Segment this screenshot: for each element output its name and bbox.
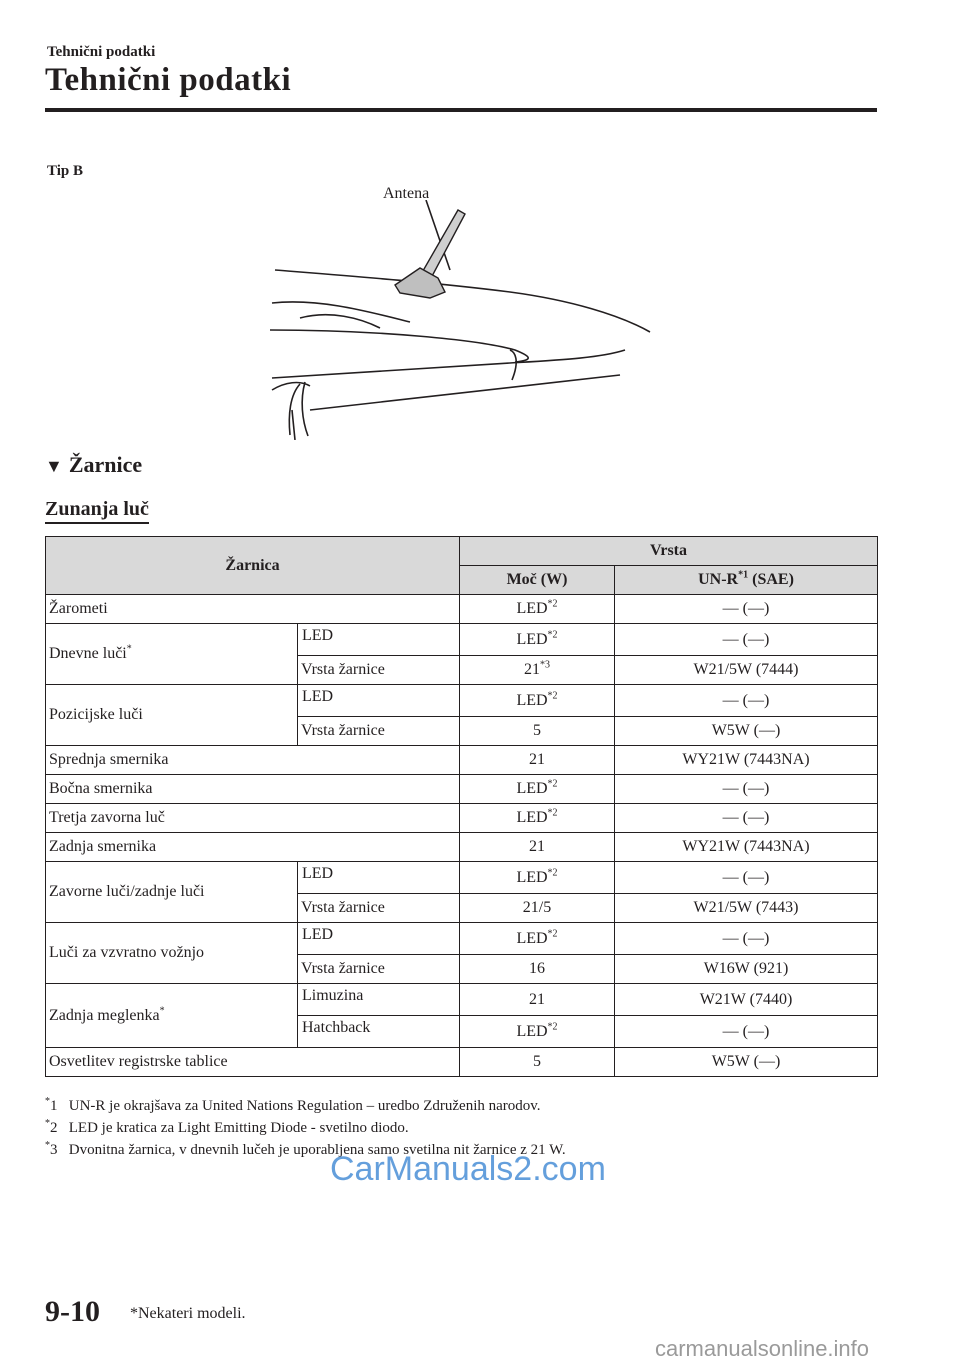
section-title — [45, 452, 142, 478]
triangle-bullet-icon: ▼ — [45, 456, 63, 476]
table-row: Vrsta žarnice 5 W5W (—) — [46, 717, 878, 746]
table-row: Osvetlitev registrske tablice 5 W5W (—) — [46, 1048, 878, 1077]
table-row: Žarometi LED$^{*2}$ — (—) — [46, 595, 878, 624]
figure-label: Tip B — [47, 163, 83, 179]
footer-note: *Nekateri modeli. — [130, 1305, 246, 1322]
table-row: Hatchback LED$^{*2}$ — (—) — [46, 1016, 878, 1048]
table-row: Vrsta žarnice 21$^{*3}$ W21/5W (7444) — [46, 656, 878, 685]
bulb-table — [45, 536, 878, 1077]
running-header: Tehnični podatki — [47, 44, 156, 60]
watermark-logo: CarManuals2.com — [330, 1150, 606, 1188]
table-row: Zadnja meglenka* Limuzina 21 W21W (7440) — [46, 984, 878, 1016]
table-row: Sprednja smernika 21 WY21W (7443NA) — [46, 746, 878, 775]
footer-watermark: carmanualsonline.info — [655, 1336, 870, 1361]
antenna-label: Antena — [383, 185, 430, 202]
subsection-title: Zunanja luč — [45, 498, 149, 524]
table-row: Pozicijske luči LED LED$^{*2}$ — (—) — [46, 685, 878, 717]
table-row: Vrsta žarnice 16 W16W (921) — [46, 955, 878, 984]
footnote: *2 LED je kratica za Light Emitting Diode - svetilno diodo. — [45, 1118, 409, 1136]
page-number: 9-10 — [45, 1295, 100, 1328]
table-row: Dnevne luči* LED LED$^{*2}$ — (—) — [46, 624, 878, 656]
header-rule — [45, 108, 877, 112]
header-bulb: Žarnica — [46, 537, 460, 595]
table-row: Luči za vzvratno vožnjo LED LED$^{*2}$ — (—) — [46, 923, 878, 955]
header-unr: $UN-R^{*1}$ (SAE) — [615, 566, 878, 595]
table-row: Zavorne luči/zadnje luči LED LED$^{*2}$ — (—) — [46, 862, 878, 894]
antenna-illustration — [260, 200, 660, 440]
table-row: Zadnja smernika 21 WY21W (7443NA) — [46, 833, 878, 862]
footnote: *3 Dvonitna žarnica, v dnevnih lučeh je uporabljena samo svetilna nit žarnice z 21 W. — [45, 1140, 566, 1158]
table-row: Bočna smernika LED$^{*2}$ — (—) — [46, 775, 878, 804]
table-row: Vrsta žarnice 21/5 W21/5W (7443) — [46, 894, 878, 923]
table-row: Tretja zavorna luč LED$^{*2}$ — (—) — [46, 804, 878, 833]
header-type: Vrsta — [460, 537, 878, 566]
page-title: Tehnični podatki — [45, 62, 292, 98]
section-title-text: Žarnice — [68, 452, 143, 477]
footnote: *1 UN-R je okrajšava za United Nations Regulation – uredbo Združenih narodov. — [45, 1096, 541, 1114]
header-power: Moč (W) — [460, 566, 615, 595]
